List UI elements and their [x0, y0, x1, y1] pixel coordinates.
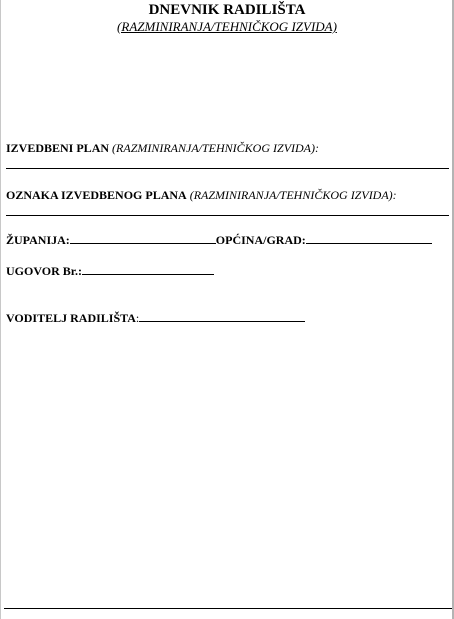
oznaka-plana-label: OZNAKA IZVEDBENOG PLANA	[6, 188, 187, 202]
opcina-label: OPĆINA/GRAD:	[215, 233, 306, 247]
document-title: DNEVNIK RADILIŠTA	[148, 2, 306, 18]
izvedbeni-plan-label: IZVEDBENI PLAN	[6, 141, 110, 155]
document-subtitle-text: (RAZMINIRANJA/TEHNIČKOG IZVIDA)	[117, 19, 337, 34]
oznaka-plana-note: (RAZMINIRANJA/TEHNIČKOG IZVIDA):	[189, 188, 397, 202]
page-border-left	[0, 0, 1, 619]
ugovor-label: UGOVOR Br.:	[6, 264, 82, 278]
bottom-rule	[4, 608, 452, 609]
izvedbeni-plan-note: (RAZMINIRANJA/TEHNIČKOG IZVIDA):	[112, 141, 320, 155]
zupanija-field[interactable]	[70, 232, 216, 244]
oznaka-plana-row	[6, 188, 397, 202]
oznaka-plana-field[interactable]	[6, 215, 449, 216]
ugovor-field[interactable]	[82, 263, 214, 275]
izvedbeni-plan-row	[6, 141, 319, 155]
opcina-field[interactable]	[306, 232, 432, 244]
voditelj-row	[6, 310, 305, 325]
voditelj-label: VODITELJ RADILIŠTA	[6, 311, 136, 325]
voditelj-suffix: :	[135, 311, 140, 325]
ugovor-row	[6, 263, 214, 278]
zupanija-label: ŽUPANIJA:	[6, 233, 70, 247]
document-subtitle	[0, 19, 454, 35]
zupanija-opcina-row	[6, 232, 432, 247]
voditelj-field[interactable]	[139, 310, 305, 322]
izvedbeni-plan-field[interactable]	[6, 168, 449, 169]
